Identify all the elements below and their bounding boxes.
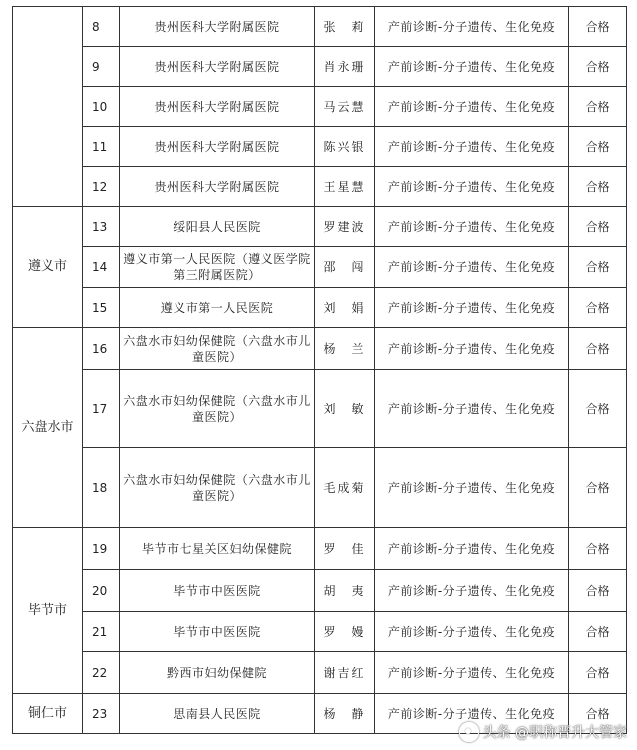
row-number: 17 — [83, 370, 120, 448]
result-cell: 合格 — [569, 612, 627, 652]
row-number: 20 — [83, 570, 120, 612]
hospital-cell: 六盘水市妇幼保健院（六盘水市儿童医院） — [120, 448, 315, 528]
project-cell: 产前诊断-分子遗传、生化免疫 — [375, 370, 569, 448]
hospital-cell: 毕节市中医医院 — [120, 612, 315, 652]
name-cell: 毛成菊 — [315, 448, 375, 528]
project-cell: 产前诊断-分子遗传、生化免疫 — [375, 47, 569, 87]
name-cell: 杨 静 — [315, 694, 375, 734]
hospital-cell: 黔西市妇幼保健院 — [120, 652, 315, 694]
project-cell: 产前诊断-分子遗传、生化免疫 — [375, 87, 569, 127]
name-cell: 刘 敏 — [315, 370, 375, 448]
row-number: 14 — [83, 247, 120, 288]
hospital-cell: 思南县人民医院 — [120, 694, 315, 734]
city-cell: 遵义市 — [13, 207, 83, 328]
name-cell: 罗建波 — [315, 207, 375, 247]
result-cell: 合格 — [569, 87, 627, 127]
result-cell: 合格 — [569, 207, 627, 247]
hospital-cell: 贵州医科大学附属医院 — [120, 7, 315, 47]
hospital-cell: 贵州医科大学附属医院 — [120, 87, 315, 127]
project-cell: 产前诊断-分子遗传、生化免疫 — [375, 612, 569, 652]
name-cell: 邵 闯 — [315, 247, 375, 288]
row-number: 19 — [83, 528, 120, 570]
project-cell: 产前诊断-分子遗传、生化免疫 — [375, 448, 569, 528]
result-cell: 合格 — [569, 247, 627, 288]
result-cell: 合格 — [569, 127, 627, 167]
hospital-cell: 遵义市第一人民医院 — [120, 288, 315, 328]
result-cell: 合格 — [569, 328, 627, 370]
project-cell: 产前诊断-分子遗传、生化免疫 — [375, 652, 569, 694]
table-row — [13, 370, 627, 448]
table-row — [13, 612, 627, 652]
result-cell: 合格 — [569, 570, 627, 612]
name-cell: 王星慧 — [315, 167, 375, 207]
result-cell: 合格 — [569, 7, 627, 47]
hospital-cell: 绥阳县人民医院 — [120, 207, 315, 247]
name-cell: 罗 嫚 — [315, 612, 375, 652]
project-cell: 产前诊断-分子遗传、生化免疫 — [375, 528, 569, 570]
project-cell: 产前诊断-分子遗传、生化免疫 — [375, 207, 569, 247]
project-cell: 产前诊断-分子遗传、生化免疫 — [375, 167, 569, 207]
table-row — [13, 7, 627, 47]
table-row — [13, 448, 627, 528]
hospital-cell: 贵州医科大学附属医院 — [120, 47, 315, 87]
row-number: 11 — [83, 127, 120, 167]
name-cell: 刘 娟 — [315, 288, 375, 328]
table-row — [13, 528, 627, 570]
table-row — [13, 247, 627, 288]
project-cell: 产前诊断-分子遗传、生化免疫 — [375, 127, 569, 167]
row-number: 16 — [83, 328, 120, 370]
watermark — [459, 722, 627, 742]
name-cell: 马云慧 — [315, 87, 375, 127]
hospital-cell: 贵州医科大学附属医院 — [120, 167, 315, 207]
city-cell: 六盘水市 — [13, 328, 83, 528]
result-cell: 合格 — [569, 528, 627, 570]
table-row — [13, 570, 627, 612]
name-cell: 罗 佳 — [315, 528, 375, 570]
hospital-cell: 遵义市第一人民医院（遵义医学院第三附属医院） — [120, 247, 315, 288]
result-cell: 合格 — [569, 288, 627, 328]
hospital-cell: 毕节市中医医院 — [120, 570, 315, 612]
project-cell: 产前诊断-分子遗传、生化免疫 — [375, 247, 569, 288]
row-number: 8 — [83, 7, 120, 47]
result-cell: 合格 — [569, 448, 627, 528]
city-cell: 毕节市 — [13, 528, 83, 694]
watermark-logo-icon — [459, 722, 479, 742]
table-row — [13, 87, 627, 127]
table-row — [13, 328, 627, 370]
results-table — [12, 6, 627, 734]
table-row — [13, 47, 627, 87]
name-cell: 张 莉 — [315, 7, 375, 47]
table-row — [13, 127, 627, 167]
project-cell: 产前诊断-分子遗传、生化免疫 — [375, 288, 569, 328]
name-cell: 谢吉红 — [315, 652, 375, 694]
hospital-cell: 贵州医科大学附属医院 — [120, 127, 315, 167]
hospital-cell: 毕节市七星关区妇幼保健院 — [120, 528, 315, 570]
project-cell: 产前诊断-分子遗传、生化免疫 — [375, 570, 569, 612]
result-cell: 合格 — [569, 167, 627, 207]
hospital-cell: 六盘水市妇幼保健院（六盘水市儿童医院） — [120, 370, 315, 448]
row-number: 23 — [83, 694, 120, 734]
table-row — [13, 288, 627, 328]
row-number: 18 — [83, 448, 120, 528]
city-cell — [13, 7, 83, 207]
project-cell: 产前诊断-分子遗传、生化免疫 — [375, 694, 569, 734]
result-cell: 合格 — [569, 694, 627, 734]
row-number: 10 — [83, 87, 120, 127]
row-number: 9 — [83, 47, 120, 87]
row-number: 13 — [83, 207, 120, 247]
hospital-cell: 六盘水市妇幼保健院（六盘水市儿童医院） — [120, 328, 315, 370]
watermark-text: 头条 @职称晋升大管家 — [482, 725, 627, 741]
table-row — [13, 652, 627, 694]
name-cell: 肖永珊 — [315, 47, 375, 87]
name-cell: 胡 夷 — [315, 570, 375, 612]
result-cell: 合格 — [569, 47, 627, 87]
name-cell: 陈兴银 — [315, 127, 375, 167]
result-cell: 合格 — [569, 370, 627, 448]
row-number: 12 — [83, 167, 120, 207]
project-cell: 产前诊断-分子遗传、生化免疫 — [375, 328, 569, 370]
project-cell: 产前诊断-分子遗传、生化免疫 — [375, 7, 569, 47]
row-number: 15 — [83, 288, 120, 328]
row-number: 21 — [83, 612, 120, 652]
result-cell: 合格 — [569, 652, 627, 694]
city-cell: 铜仁市 — [13, 694, 83, 734]
table-row — [13, 167, 627, 207]
name-cell: 杨 兰 — [315, 328, 375, 370]
row-number: 22 — [83, 652, 120, 694]
table-row — [13, 207, 627, 247]
